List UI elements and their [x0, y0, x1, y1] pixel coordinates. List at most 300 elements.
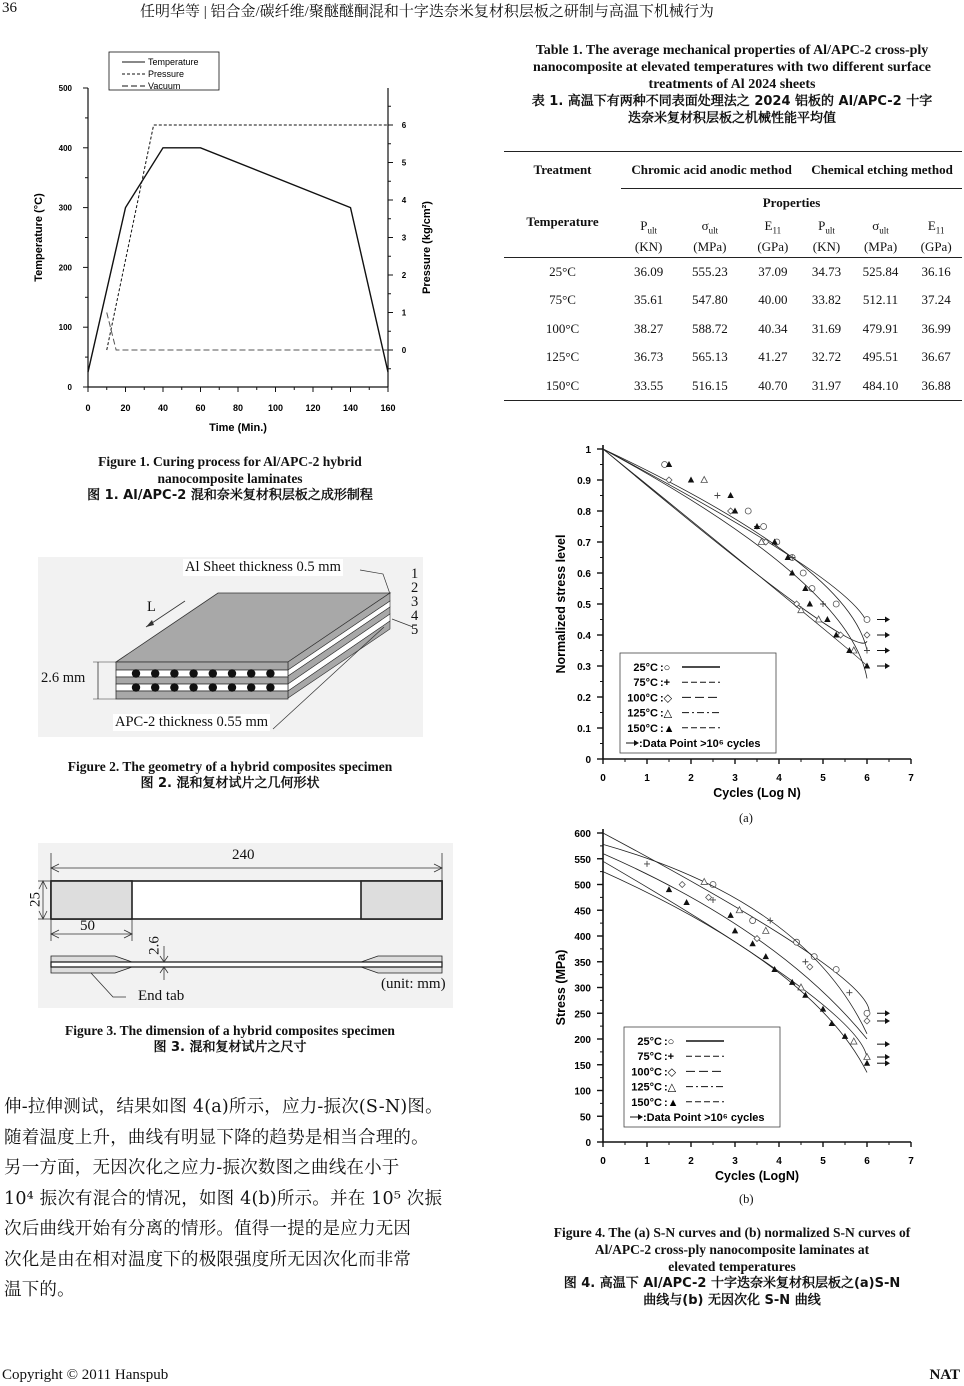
table-cell: 555.23: [691, 263, 728, 279]
y-axis-title: Stress (MPa): [554, 949, 568, 1026]
al-layer-front: [116, 662, 288, 670]
al-layer-front: [116, 691, 288, 699]
fit-curve: [603, 449, 867, 678]
marker-triangle-open: [701, 878, 707, 884]
copyright: Copyright © 2011 Hanspub: [2, 1367, 169, 1383]
fit-curve: [603, 854, 867, 1039]
fiber-dot: [132, 683, 140, 691]
marker-triangle-filled: [864, 1060, 870, 1066]
y-tick-label: 200: [574, 1035, 591, 1046]
al-sheet-label: Al Sheet thickness 0.5 mm: [185, 559, 341, 575]
series-125c: [603, 449, 867, 666]
series-100c: [603, 854, 870, 1039]
x-tick-label: 4: [776, 773, 782, 784]
marker-triangle-open: [701, 477, 707, 483]
chart-legend: [620, 653, 776, 753]
fiber-dot: [151, 683, 159, 691]
legend-marker: :△: [664, 1081, 677, 1094]
marker-diamond: [864, 632, 870, 638]
x-tick-label: 5: [820, 1156, 826, 1167]
table1-caption-zh-2: 迭奈米复材积层板之机械性能平均值: [627, 111, 836, 126]
table-cell: 484.10: [862, 377, 899, 393]
marker-plus: [864, 648, 870, 654]
marker-plus: [846, 990, 852, 996]
fiber-dot: [266, 683, 274, 691]
runout-arrowhead: [885, 1018, 890, 1024]
table1: [504, 151, 962, 401]
x-tick-label: 0: [600, 773, 606, 784]
marker-triangle-filled: [763, 953, 769, 959]
y-tick-label: 0.5: [577, 600, 591, 611]
series-vacuum: [107, 313, 388, 351]
marker-triangle-filled: [802, 585, 808, 591]
y-tick-label: 500: [58, 84, 72, 93]
marker-diamond: [864, 1018, 870, 1024]
column-subscript: ult: [825, 225, 835, 236]
table-cell: 525.84: [862, 263, 899, 279]
marker-plus: [767, 918, 773, 924]
figure1-caption: [20, 453, 440, 504]
figure4a-label: (a): [739, 811, 753, 825]
marker-plus: [802, 959, 808, 965]
body-line: 另一方面，无因次化之应力-振次数图之曲线在小于: [4, 1158, 400, 1178]
fiber-dot: [247, 669, 255, 677]
series-25c: [603, 449, 870, 623]
x-tick-label: 120: [305, 403, 321, 413]
table-cell: 31.69: [811, 320, 842, 336]
figure4b-label: (b): [739, 1192, 754, 1206]
marker-diamond: [807, 964, 813, 970]
column-symbol: E: [927, 218, 936, 234]
runout-arrowhead: [885, 632, 890, 638]
table-cell: 40.00: [758, 292, 788, 308]
table-cell: 512.11: [862, 292, 899, 308]
figure4-caption-en-1: Figure 4. The (a) S-N curves and (b) normalized S-N curves of: [553, 1225, 911, 1240]
cell-temperature: 25°C: [549, 263, 576, 279]
marker-triangle-filled: [749, 940, 755, 946]
body-text: [4, 1092, 464, 1306]
marker-circle: [750, 918, 756, 924]
y-tick-label: 0.8: [577, 507, 591, 518]
runout-arrowhead: [885, 617, 890, 623]
y-tick-label: 400: [574, 932, 591, 943]
y2-tick-label: 4: [401, 196, 407, 205]
figure1-chart: [0, 40, 470, 440]
x-tick-label: 7: [908, 773, 914, 784]
table-cell: 36.99: [921, 320, 951, 336]
body-line: 次化是由在相对温度下的极限强度所无因次化而非常: [4, 1249, 412, 1270]
figure3-caption: [20, 1022, 440, 1056]
fiber-dot: [228, 683, 236, 691]
legend-label: 125°C: [627, 707, 658, 720]
marker-triangle-filled: [829, 1020, 835, 1026]
x-tick-label: 60: [195, 403, 206, 413]
legend-marker: :○: [660, 662, 671, 674]
marker-circle: [864, 617, 870, 623]
fiber-dot: [189, 683, 197, 691]
runout-arrowhead: [885, 1041, 890, 1047]
fiber-dot: [132, 669, 140, 677]
column-subscript: ult: [647, 225, 657, 236]
table-cell: 35.61: [633, 292, 664, 308]
body-line: 伸-拉伸测试，结果如图 4(a)所示，应力-振次(S-N)图。: [4, 1097, 443, 1117]
x-tick-label: 80: [232, 403, 244, 413]
marker-triangle-filled: [732, 927, 738, 933]
table-cell: 588.72: [691, 320, 728, 336]
chart-legend: [624, 1027, 780, 1127]
marker-triangle-open: [815, 616, 821, 622]
y2-tick-label: 0: [401, 346, 407, 355]
figure1-caption-zh: 图 1. Al/APC-2 混和奈米复材积层板之成形制程: [87, 488, 373, 503]
table-cell: 33.55: [633, 377, 664, 393]
table1-caption-zh-1: 表 1. 高温下有两种不同表面处理法之 2024 铝板的 Al/APC-2 十字: [531, 94, 933, 109]
runout-arrowhead: [885, 1054, 890, 1060]
figure3-caption-en: Figure 3. The dimension of a hybrid composites specimen: [65, 1023, 395, 1038]
table-cell: 36.09: [633, 263, 664, 279]
x-tick-label: 6: [864, 1156, 870, 1167]
column-subscript: 11: [772, 225, 782, 236]
fiber-dot: [266, 669, 274, 677]
y-tick-label: 50: [579, 1112, 591, 1124]
header-temperature: Temperature: [526, 214, 599, 230]
header-treatment: Treatment: [533, 162, 592, 177]
marker-triangle-filled: [789, 570, 795, 576]
y-tick-label: 100: [574, 1086, 591, 1098]
marker-diamond: [679, 882, 685, 888]
marker-triangle-open: [864, 1054, 870, 1060]
column-header: [910, 217, 962, 258]
figure4-caption-zh-1: 图 4. 高温下 Al/APC-2 十字迭奈米复材积层板之(a)S-N: [563, 1276, 901, 1291]
marker-circle: [761, 524, 767, 530]
figure3-caption-zh: 图 3. 混和复材试片之尺寸: [153, 1040, 307, 1055]
fit-curve: [603, 844, 867, 1034]
marker-triangle-filled: [846, 647, 852, 653]
table-cell: 41.27: [758, 349, 788, 365]
legend-marker: :◇: [664, 1066, 677, 1079]
marker-triangle-filled: [807, 601, 813, 607]
marker-triangle-filled: [842, 1033, 848, 1039]
table-cell: 479.91: [862, 320, 899, 336]
table-cell: 34.73: [811, 263, 842, 279]
series-100c: [603, 449, 870, 643]
apc2-label: APC-2 thickness 0.55 mm: [115, 714, 269, 730]
column-header: [851, 217, 910, 258]
figure1-caption-en-1: Figure 1. Curing process for Al/APC-2 hybrid: [98, 454, 362, 469]
legend-marker: :◇: [660, 692, 673, 705]
column-symbol: σ: [701, 218, 709, 234]
direction-label: L: [147, 599, 156, 615]
column-unit: (GPa): [920, 238, 952, 254]
y-axis-title: Temperature (°C): [33, 193, 45, 282]
running-title: 任明华等 | 铝合金/碳纤维/聚醚醚酮混和十字迭奈米复材积层板之研制与高温下机械行为: [140, 4, 714, 20]
specimen-side-view: [51, 962, 442, 967]
fiber-dot: [247, 683, 255, 691]
cell-temperature: 100°C: [545, 320, 580, 336]
series-75c: [603, 844, 867, 1034]
marker-circle: [809, 586, 815, 592]
x-axis-title: Cycles (Log N): [713, 786, 801, 800]
column-unit: (MPa): [863, 238, 898, 254]
legend-label: Temperature: [148, 57, 199, 67]
column-unit: (KN): [634, 238, 663, 254]
legend-label: 100°C: [627, 692, 658, 705]
runout-arrowhead: [885, 648, 890, 654]
series-150c: [603, 449, 870, 678]
x-tick-label: 0: [600, 1156, 606, 1167]
thickness-label: 2.6 mm: [41, 670, 86, 686]
y-tick-label: 0.3: [577, 662, 591, 673]
runout-arrowhead: [885, 663, 890, 669]
marker-circle: [833, 966, 839, 972]
marker-plus: [644, 861, 650, 867]
table1-caption-en-1: Table 1. The average mechanical properties of Al/APC-2 cross-ply: [535, 43, 929, 58]
body-line: 次后曲线开始有分离的情形。值得一提的是应力无因: [4, 1219, 412, 1239]
x-tick-label: 1: [644, 1156, 650, 1167]
figure3-diagram: [27, 843, 453, 1008]
x-axis-title: Cycles (LogN): [714, 1169, 800, 1183]
legend-label: 150°C: [631, 1096, 662, 1109]
figure1-caption-en-2: nanocomposite laminates: [157, 471, 303, 486]
chart-legend: [109, 52, 219, 91]
body-line: 随着温度上升，曲线有明显下降的趋势是相当合理的。: [4, 1127, 429, 1148]
y-tick-label: 250: [574, 1009, 591, 1021]
table-cell: 495.51: [862, 349, 899, 365]
table1-caption-en-3: treatments of Al 2024 sheets: [648, 77, 816, 92]
y-tick-label: 0: [585, 1138, 591, 1149]
column-header: [802, 217, 851, 258]
marker-circle: [864, 1010, 870, 1016]
y-tick-label: 1: [585, 445, 591, 456]
table-cell: 31.97: [811, 377, 842, 393]
y-tick-label: 0.1: [577, 724, 591, 735]
end-tab-right: [361, 881, 442, 919]
table-cell: 40.34: [758, 320, 788, 336]
y-tick-label: 350: [574, 957, 591, 969]
y-tick-label: 0: [67, 383, 72, 392]
end-tab-left: [51, 881, 132, 919]
layer-number: 4: [411, 608, 419, 624]
y2-tick-label: 2: [401, 271, 407, 280]
legend-label: 125°C: [631, 1081, 662, 1094]
column-unit: (KN): [812, 238, 841, 254]
table-row: [504, 372, 962, 401]
figure4-caption: [500, 1224, 964, 1309]
table-cell: 32.72: [811, 349, 842, 365]
figure2-caption: [20, 758, 440, 792]
header-method1: Chromic acid anodic method: [621, 152, 802, 189]
column-subscript: ult: [708, 225, 719, 236]
table-row: [504, 257, 962, 286]
y-tick-label: 150: [574, 1060, 591, 1072]
cell-temperature: 125°C: [545, 349, 580, 365]
apc2-layer-front: [116, 670, 288, 677]
y2-tick-label: 5: [401, 158, 407, 168]
legend-label: 150°C: [627, 722, 658, 735]
column-symbol: σ: [872, 218, 880, 234]
y-tick-label: 600: [574, 829, 591, 840]
table-row: [504, 343, 962, 372]
legend-marker: :+: [660, 677, 671, 690]
x-axis-title: Time (Min.): [209, 422, 267, 434]
x-tick-label: 5: [820, 773, 826, 784]
table-cell: 36.16: [921, 263, 951, 279]
x-tick-label: 6: [864, 773, 870, 784]
y-tick-label: 0.4: [577, 631, 591, 642]
table-row: [504, 286, 962, 315]
y-tick-label: 100: [58, 323, 72, 333]
figure2-diagram: [38, 557, 423, 737]
table-cell: 516.15: [691, 377, 728, 393]
width-label: 25: [27, 892, 44, 907]
layer-number: 1: [411, 566, 419, 582]
y-tick-label: 550: [574, 854, 591, 866]
x-tick-label: 1: [644, 773, 650, 784]
series-pressure: [107, 125, 388, 350]
marker-triangle-filled: [727, 492, 733, 498]
table-cell: 37.09: [758, 263, 788, 279]
marker-plus: [820, 601, 826, 607]
page-number: 36: [2, 0, 17, 16]
y-axis-title: Normalized stress level: [554, 534, 568, 674]
cell-temperature: 150°C: [545, 377, 580, 393]
header-properties: Properties: [762, 194, 821, 210]
marker-diamond: [706, 894, 712, 900]
legend-label: 100°C: [631, 1066, 662, 1079]
marker-triangle-filled: [688, 477, 694, 483]
x-tick-label: 3: [732, 1156, 738, 1167]
column-symbol: E: [764, 218, 773, 234]
legend-label: 75°C: [633, 677, 658, 690]
fiber-dot: [170, 669, 178, 677]
table1-caption: [500, 42, 964, 127]
fiber-dot: [209, 683, 217, 691]
y2-tick-label: 3: [401, 233, 407, 243]
column-unit: (GPa): [757, 238, 789, 254]
column-unit: (MPa): [693, 238, 727, 254]
table-cell: 36.73: [633, 349, 664, 365]
layer-number: 5: [411, 622, 419, 638]
column-subscript: 11: [935, 225, 945, 236]
fit-curve: [603, 449, 867, 643]
legend-label: 75°C: [637, 1051, 662, 1064]
column-symbol: P: [818, 218, 826, 234]
figure4-caption-zh-2: 曲线与(b) 无因次化 S-N 曲线: [643, 1293, 821, 1308]
marker-diamond: [666, 477, 672, 483]
marker-triangle-filled: [824, 616, 830, 622]
x-tick-label: 140: [342, 403, 359, 413]
x-tick-label: 3: [732, 773, 738, 784]
y-tick-label: 500: [574, 880, 591, 892]
layer-number: 2: [411, 580, 419, 596]
x-tick-label: 4: [776, 1156, 782, 1167]
table-cell: 38.27: [633, 320, 664, 336]
y2-tick-label: 1: [401, 308, 407, 318]
apc2-layer-front: [116, 684, 288, 691]
marker-circle: [833, 601, 839, 607]
thickness-label: 2.6: [146, 936, 163, 955]
fit-curve: [603, 449, 867, 623]
y-tick-label: 0.2: [577, 693, 591, 704]
y-tick-label: 400: [58, 143, 72, 153]
marker-diamond: [794, 601, 800, 607]
figure4-caption-en-2: Al/APC-2 cross-ply nanocomposite laminates at: [594, 1242, 870, 1257]
y-tick-label: 450: [574, 906, 591, 918]
table-cell: 547.80: [691, 292, 728, 308]
legend-marker: :▲: [660, 722, 675, 735]
table-row: [504, 315, 962, 344]
unit-label: (unit: mm): [381, 976, 446, 992]
x-tick-label: 2: [688, 773, 694, 784]
layer-number: 3: [411, 594, 419, 610]
y-tick-label: 0.9: [577, 476, 591, 487]
runout-arrowhead: [885, 1060, 890, 1066]
legend-label: Vacuum: [148, 81, 181, 91]
table-cell: 37.24: [921, 292, 951, 308]
marker-triangle-filled: [754, 523, 760, 529]
layer-numbers: [411, 567, 418, 637]
fiber-dot: [170, 683, 178, 691]
legend-marker: :○: [664, 1036, 675, 1048]
x-tick-label: 100: [267, 403, 284, 413]
series-75c: [603, 449, 870, 654]
legend-marker: :▲: [664, 1096, 679, 1109]
table-cell: 36.67: [921, 349, 951, 365]
column-symbol: P: [640, 218, 648, 234]
table-cell: 40.70: [758, 377, 788, 393]
end-tab-label: End tab: [138, 988, 185, 1004]
legend-label: :Data Point >10⁶ cycles: [643, 1112, 765, 1124]
marker-triangle-filled: [666, 886, 672, 892]
column-header: [744, 217, 803, 258]
fiber-dot: [189, 669, 197, 677]
fiber-dot: [228, 669, 236, 677]
table-cell: 33.82: [811, 292, 842, 308]
figure4b-chart: [540, 822, 930, 1194]
legend-marker: :△: [660, 707, 673, 720]
column-header: [676, 217, 743, 258]
body-line: 10⁴ 振次有混合的情况，如图 4(b)所示。并在 10⁵ 次振: [4, 1188, 443, 1209]
x-tick-label: 20: [120, 403, 131, 413]
x-tick-label: 0: [85, 403, 91, 413]
legend-label: 25°C: [637, 1036, 662, 1048]
al-layer-front: [116, 677, 288, 684]
fit-curve: [603, 833, 869, 1017]
marker-triangle-filled: [727, 912, 733, 918]
column-subscript: ult: [879, 225, 889, 236]
header-method2: Chemical etching method: [802, 152, 962, 189]
figure2-caption-en: Figure 2. The geometry of a hybrid composites specimen: [67, 759, 393, 774]
legend-label: :Data Point >10⁶ cycles: [639, 738, 761, 750]
legend-label: 25°C: [633, 662, 658, 674]
y2-tick-label: 6: [401, 121, 407, 130]
table-cell: 36.88: [921, 377, 951, 393]
marker-triangle-filled: [683, 899, 689, 905]
series-temperature: [88, 148, 388, 372]
legend-marker: :+: [664, 1051, 675, 1064]
runout-arrowhead: [885, 1010, 890, 1016]
x-tick-label: 7: [908, 1156, 914, 1167]
y-tick-label: 0.6: [577, 569, 591, 580]
marker-triangle-open: [851, 1038, 857, 1044]
figure4a-chart: [540, 436, 930, 808]
journal-abbrev: NAT: [929, 1367, 960, 1383]
y-tick-label: 200: [58, 263, 72, 273]
legend-label: Pressure: [148, 69, 185, 79]
marker-diamond: [754, 936, 760, 942]
marker-circle: [745, 508, 751, 514]
fiber-dot: [209, 669, 217, 677]
x-tick-label: 160: [380, 403, 396, 413]
